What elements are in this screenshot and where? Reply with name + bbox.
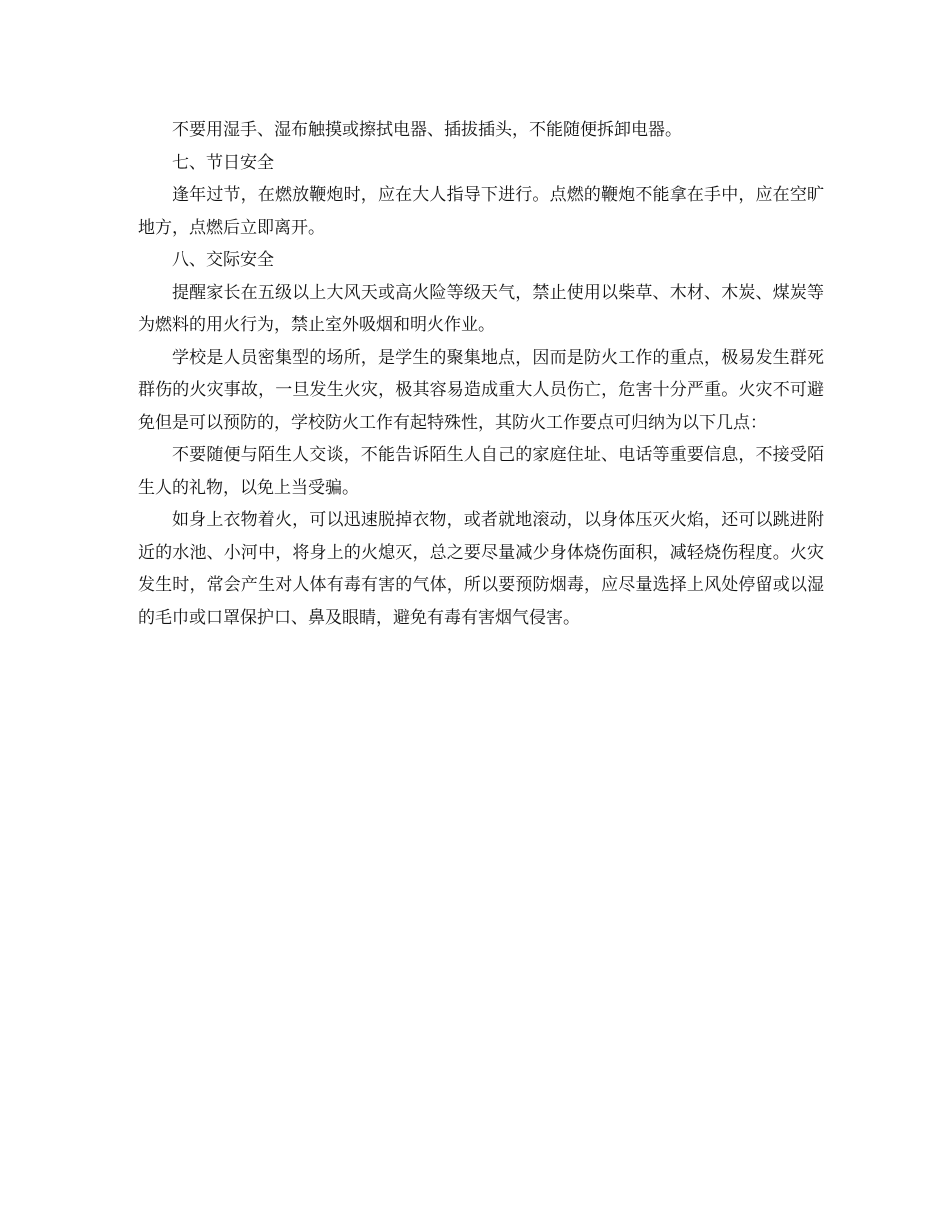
paragraph-firecracker-safety: 逢年过节，在燃放鞭炮时，应在大人指导下进行。点燃的鞭炮不能拿在手中，应在空旷地方，点燃后立即离开。 (138, 185, 824, 238)
paragraph-electrical-safety: 不要用湿手、湿布触摸或擦拭电器、插拔插头，不能随便拆卸电器。 (172, 120, 682, 140)
section-heading-holiday-safety: 七、节日安全 (172, 152, 274, 173)
section-heading-social-safety: 八、交际安全 (172, 250, 274, 270)
paragraph-stranger-safety: 不要随便与陌生人交谈，不能告诉陌生人自己的家庭住址、电话等重要信息，不接受陌生人的礼物，以免上当受骗。 (138, 445, 824, 498)
paragraph-school-fire-prevention: 学校是人员密集型的场所，是学生的聚集地点，因而是防火工作的重点，极易发生群死群伤的火灾事故，一旦发生火灾，极其容易造成重大人员伤亡，危害十分严重。火灾不可避免但是可以预防的，学校防火工作有起特殊性，其防火工作要点可归纳为以下几点： (138, 347, 824, 433)
paragraph-fire-weather-reminder: 提醒家长在五级以上大风天或高火险等级天气，禁止使用以柴草、木材、木炭、煤炭等为燃料的用火行为，禁止室外吸烟和明火作业。 (138, 282, 824, 335)
paragraph-clothing-fire-response: 如身上衣物着火，可以迅速脱掉衣物，或者就地滚动，以身体压灭火焰，还可以跳进附近的水池、小河中，将身上的火熄灭，总之要尽量减少身体烧伤面积，减轻烧伤程度。火灾发生时，常会产生对人体有毒有害的气体，所以要预防烟毒，应尽量选择上风处停留或以湿的毛巾或口罩保护口、鼻及眼睛，避免有毒有害烟气侵害。 (138, 510, 824, 628)
document-body (138, 114, 824, 634)
